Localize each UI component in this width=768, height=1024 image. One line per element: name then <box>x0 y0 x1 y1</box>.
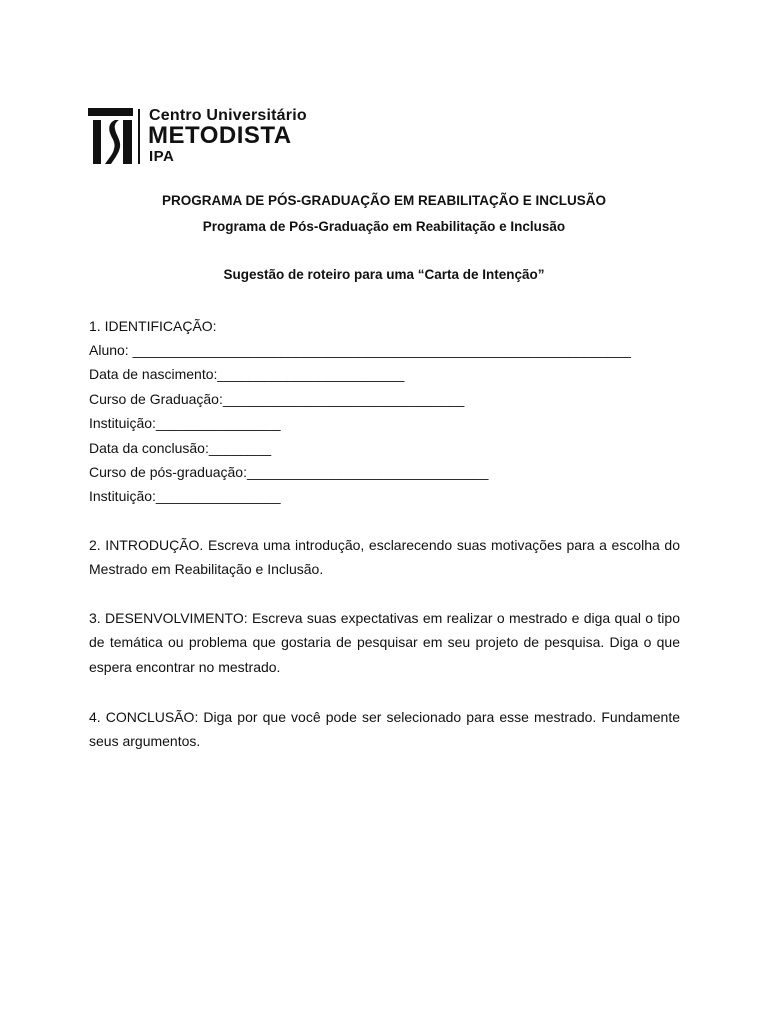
document-subtitle: Programa de Pós-Graduação em Reabilitação e Inclusão <box>202 219 566 234</box>
logo-divider <box>138 109 140 164</box>
section-conclusao: 4. CONCLUSÃO: Diga por que você pode ser selecionado para esse mestrado. Fundamente seus argumentos. <box>89 709 680 750</box>
field-instituicao-pos: Instituição:________________ <box>89 488 281 504</box>
document-suggestion-heading: Sugestão de roteiro para uma “Carta de Intenção” <box>223 267 545 282</box>
section-introducao: 2. INTRODUÇÃO. Escreva uma introdução, esclarecendo suas motivações para a escolha do Mestrado em Reabilitação e Inclusão. <box>89 537 680 578</box>
logo-institution-line1: Centro Universitário <box>149 107 307 124</box>
logo-institution-ipa: IPA <box>149 148 175 165</box>
logo-institution-name: METODISTA <box>148 122 292 149</box>
metodista-logo-icon <box>88 108 133 164</box>
field-curso-graduacao: Curso de Graduação:_______________________________ <box>89 391 465 407</box>
section-desenvolvimento: 3. DESENVOLVIMENTO: Escreva suas expectativas em realizar o mestrado e diga qual o tipo de temática ou problema que gostaria de pesquisar em seu projeto de pesquisa. Diga o que espera encontrar no mestrado. <box>89 610 680 675</box>
field-aluno: Aluno: ________________________________________________________________ <box>89 342 631 358</box>
field-data-nascimento: Data de nascimento:________________________ <box>89 366 405 382</box>
document-title: PROGRAMA DE PÓS-GRADUAÇÃO EM REABILITAÇÃO E INCLUSÃO <box>161 193 606 208</box>
field-data-conclusao: Data da conclusão:________ <box>89 440 272 456</box>
field-curso-pos-graduacao: Curso de pós-graduação:_______________________________ <box>89 464 489 480</box>
field-instituicao-graduacao: Instituição:________________ <box>89 415 281 431</box>
identification-heading: 1. IDENTIFICAÇÃO: <box>89 318 217 334</box>
